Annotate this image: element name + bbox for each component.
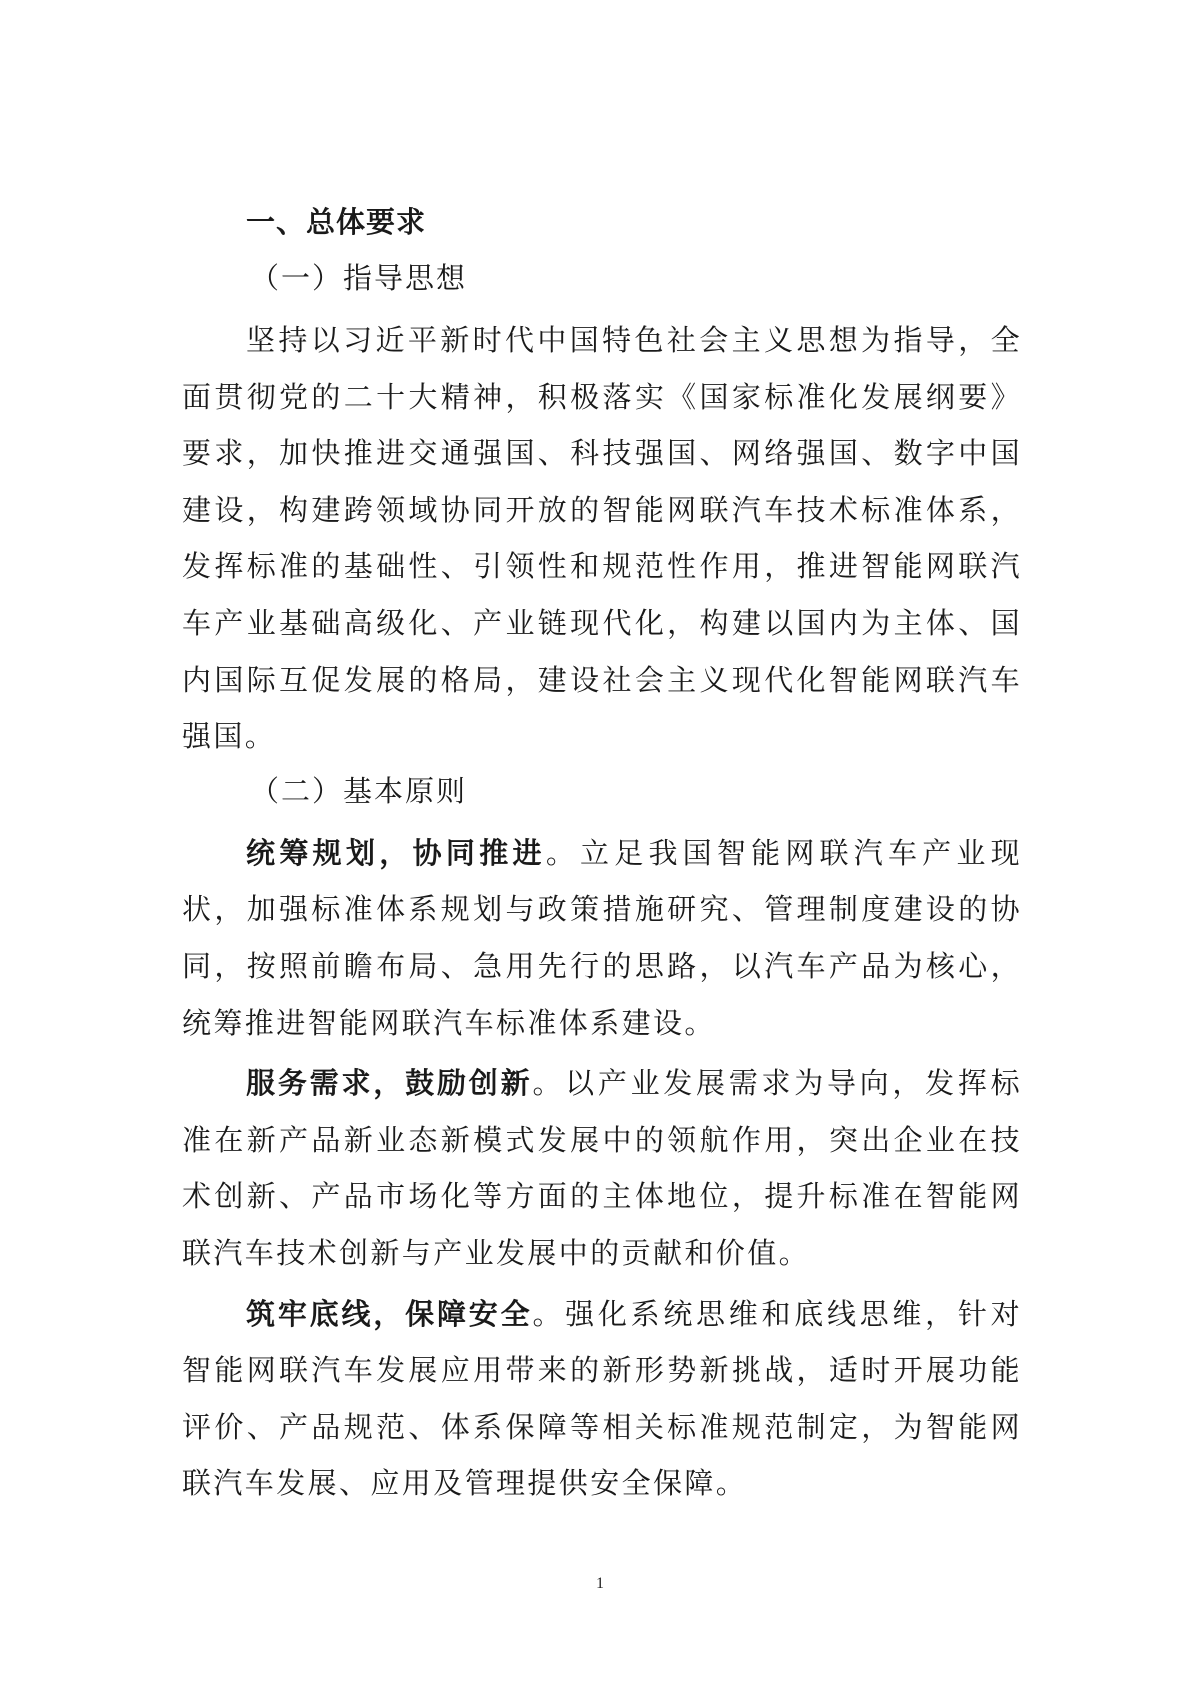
guiding-ideology-paragraph: 坚持以习近平新时代中国特色社会主义思想为指导，全面贯彻党的二十大精神，积极落实《国家标准化发展纲要》要求，加快推进交通强国、科技强国、网络强国、数字中国建设，构建跨领域协同开放的智能网联汽车技术标准体系，发挥标准的基础性、引领性和规范性作用，推进智能网联汽车产业基础高级化、产业链现代化，构建以国内为主体、国内国际互促发展的格局，建设社会主义现代化智能网联汽车强国。 <box>182 323 1022 754</box>
principle-text-planning: 。立足我国智能网联汽车产业现状，加强标准体系规划与政策措施研究、管理制度建设的协同，按照前瞻布局、急用先行的思路，以汽车产品为核心，统筹推进智能网联汽车标准体系建设。 <box>182 835 1022 1040</box>
principle-paragraph-safety <box>182 1286 1022 1512</box>
principle-paragraph-innovation <box>182 1055 1022 1281</box>
principle-lead-safety: 筑牢底线，保障安全 <box>246 1296 533 1331</box>
principle-text-safety: 。强化系统思维和底线思维，针对智能网联汽车发展应用带来的新形势新挑战，适时开展功能评价、产品规范、体系保障等相关标准规范制定，为智能网联汽车发展、应用及管理提供安全保障。 <box>182 1296 1022 1501</box>
page-number: 1 <box>596 1575 604 1592</box>
principle-lead-innovation: 服务需求，鼓励创新 <box>246 1066 533 1101</box>
subsection-title-basic-principles: （二）基本原则 <box>250 773 468 808</box>
principle-lead-planning: 统筹规划，协同推进 <box>246 835 546 870</box>
section-title: 一、总体要求 <box>246 205 427 239</box>
subsection-title-guiding-ideology: （一）指导思想 <box>250 261 468 295</box>
principle-text-innovation: 。以产业发展需求为导向，发挥标准在新产品新业态新模式发展中的领航作用，突出企业在技术创新、产品市场化等方面的主体地位，提升标准在智能网联汽车技术创新与产业发展中的贡献和价值。 <box>182 1066 1022 1270</box>
document-body <box>182 200 1022 1512</box>
principle-paragraph-planning <box>182 825 1022 1051</box>
